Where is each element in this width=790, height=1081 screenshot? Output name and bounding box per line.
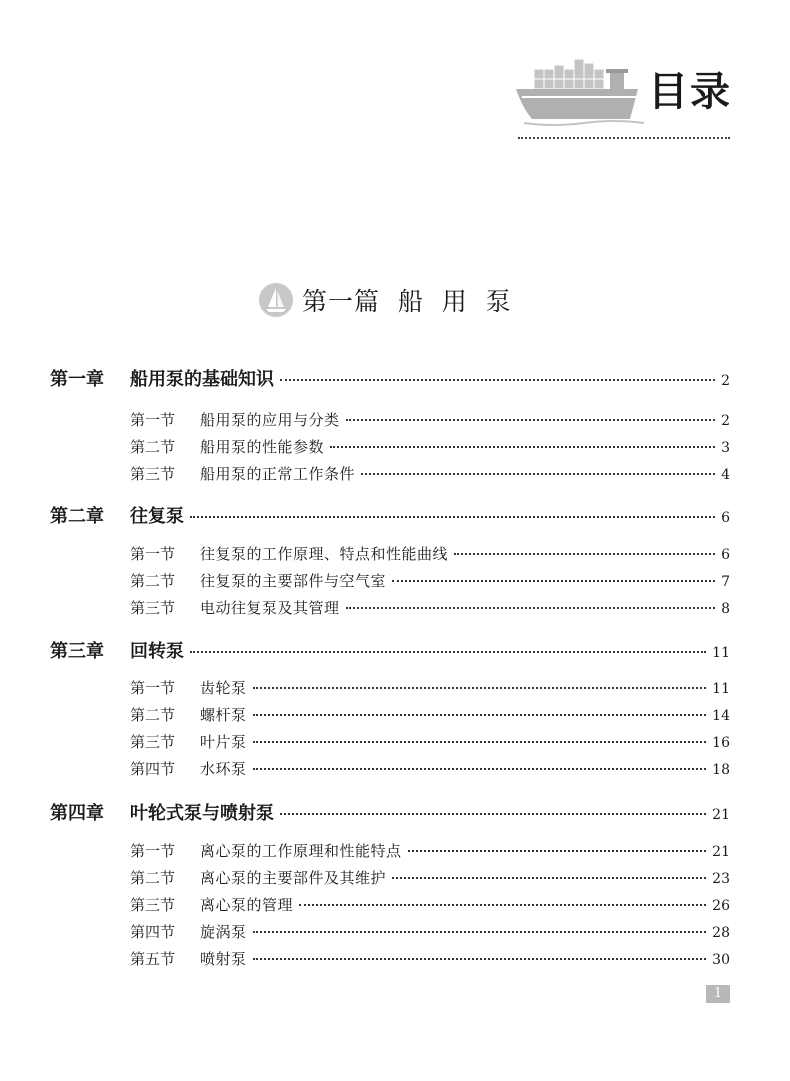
chapter-label: 第一章 — [50, 369, 104, 390]
section-label: 第二节 — [130, 438, 176, 456]
dot-leader — [392, 877, 706, 879]
section-entry[interactable] — [50, 704, 730, 725]
section-label: 第一节 — [130, 411, 176, 429]
section-entry[interactable] — [50, 840, 730, 861]
chapter-entry[interactable] — [50, 637, 730, 663]
dot-leader — [361, 473, 715, 475]
chapter-title: 回转泵 — [130, 641, 184, 662]
section-entry[interactable] — [50, 758, 730, 779]
section-title: 离心泵的主要部件及其维护 — [200, 869, 387, 887]
dot-leader — [454, 553, 715, 555]
dot-leader — [253, 768, 707, 770]
page-ref: 21 — [712, 807, 730, 823]
section-title: 往复泵的主要部件与空气室 — [200, 572, 387, 590]
section-title: 电动往复泵及其管理 — [200, 599, 340, 617]
section-label: 第二节 — [130, 706, 176, 724]
page-ref: 11 — [712, 681, 730, 697]
dot-leader — [190, 651, 706, 653]
page-ref: 7 — [721, 574, 730, 590]
section-entry[interactable] — [50, 948, 730, 969]
section-label: 第三节 — [130, 599, 176, 617]
cargo-ship-icon — [514, 55, 648, 127]
section-label: 第一节 — [130, 679, 176, 697]
section-entry[interactable] — [50, 463, 730, 484]
section-label: 第三节 — [130, 465, 176, 483]
section-entry[interactable] — [50, 597, 730, 618]
chapter-title: 船用泵的基础知识 — [130, 369, 274, 390]
page-ref: 2 — [721, 413, 730, 429]
dot-leader — [392, 580, 715, 582]
page-title: 目录 — [648, 69, 732, 115]
section-label: 第四节 — [130, 760, 176, 778]
section-entry[interactable] — [50, 894, 730, 915]
chapter-label: 第三章 — [50, 641, 104, 662]
page-ref: 30 — [712, 952, 730, 968]
section-entry[interactable] — [50, 731, 730, 752]
section-label: 第一节 — [130, 842, 176, 860]
page-ref: 6 — [721, 547, 730, 563]
chapter-title: 往复泵 — [130, 506, 184, 527]
section-title: 叶片泵 — [200, 733, 247, 751]
page-ref: 16 — [712, 735, 730, 751]
chapter-label: 第二章 — [50, 506, 104, 527]
section-label: 第三节 — [130, 896, 176, 914]
section-label: 第二节 — [130, 869, 176, 887]
page-header — [0, 0, 790, 150]
section-entry[interactable] — [50, 921, 730, 942]
section-title: 离心泵的管理 — [200, 896, 294, 914]
page-ref: 8 — [721, 601, 730, 617]
section-entry[interactable] — [50, 543, 730, 564]
dot-leader — [408, 850, 707, 852]
section-entry[interactable] — [50, 409, 730, 430]
dot-leader — [346, 419, 716, 421]
dot-leader — [190, 516, 715, 518]
dot-leader — [253, 741, 707, 743]
page-ref: 14 — [712, 708, 730, 724]
section-title: 离心泵的工作原理和性能特点 — [200, 842, 402, 860]
page-ref: 4 — [721, 467, 730, 483]
part-title: 第一篇 船 用 泵 — [302, 287, 512, 316]
page-ref: 23 — [712, 871, 730, 887]
page-number-badge: 1 — [706, 985, 730, 1003]
chapter-entry[interactable] — [50, 365, 730, 391]
section-entry[interactable] — [50, 570, 730, 591]
section-title: 喷射泵 — [200, 950, 247, 968]
dot-leader — [280, 379, 715, 381]
dot-leader — [330, 446, 715, 448]
section-entry[interactable] — [50, 677, 730, 698]
section-title: 船用泵的正常工作条件 — [200, 465, 356, 483]
chapter-title: 叶轮式泵与喷射泵 — [130, 803, 274, 824]
page-ref: 6 — [721, 510, 730, 526]
part-heading — [258, 280, 512, 320]
page-ref: 11 — [712, 645, 730, 661]
chapter-entry[interactable] — [50, 799, 730, 825]
dot-leader — [253, 958, 707, 960]
section-title: 螺杆泵 — [200, 706, 247, 724]
section-label: 第五节 — [130, 950, 176, 968]
section-title: 齿轮泵 — [200, 679, 247, 697]
dot-leader — [299, 904, 706, 906]
page-ref: 28 — [712, 925, 730, 941]
chapter-label: 第四章 — [50, 803, 104, 824]
section-label: 第一节 — [130, 545, 176, 563]
dot-leader — [253, 714, 707, 716]
section-label: 第二节 — [130, 572, 176, 590]
page-ref: 26 — [712, 898, 730, 914]
dot-leader — [346, 607, 716, 609]
sailboat-icon — [258, 282, 294, 318]
section-entry[interactable] — [50, 436, 730, 457]
section-title: 旋涡泵 — [200, 923, 247, 941]
dot-leader — [253, 931, 707, 933]
section-title: 船用泵的应用与分类 — [200, 411, 340, 429]
section-label: 第三节 — [130, 733, 176, 751]
section-title: 水环泵 — [200, 760, 247, 778]
page-ref: 18 — [712, 762, 730, 778]
header-divider — [518, 137, 730, 139]
section-entry[interactable] — [50, 867, 730, 888]
page-ref: 3 — [721, 440, 730, 456]
chapter-entry[interactable] — [50, 502, 730, 528]
dot-leader — [253, 687, 707, 689]
section-title: 往复泵的工作原理、特点和性能曲线 — [200, 545, 449, 563]
page-ref: 2 — [721, 373, 730, 389]
page-ref: 21 — [712, 844, 730, 860]
section-title: 船用泵的性能参数 — [200, 438, 325, 456]
section-label: 第四节 — [130, 923, 176, 941]
dot-leader — [280, 813, 706, 815]
